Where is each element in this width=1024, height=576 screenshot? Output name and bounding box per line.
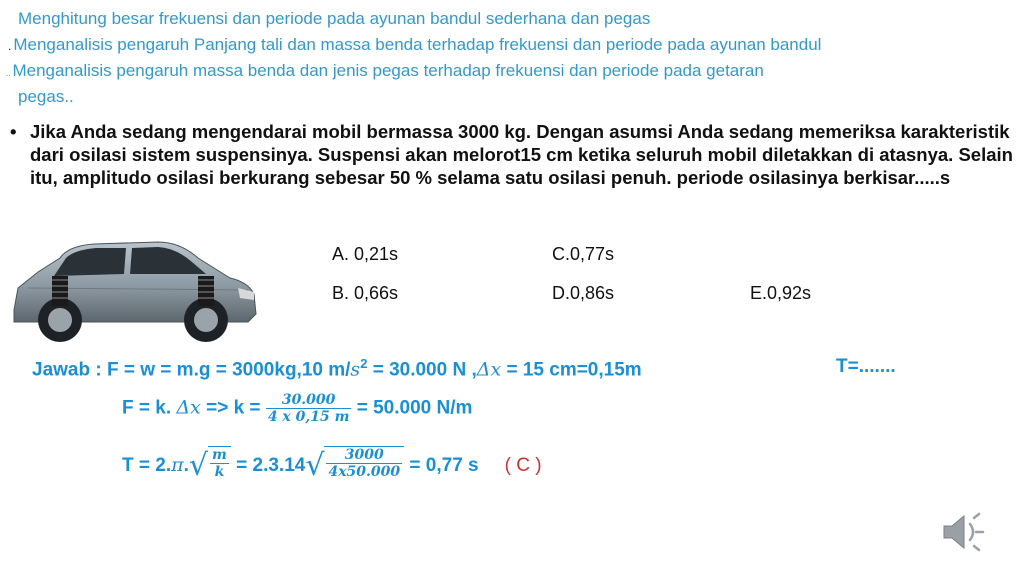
objective-3-lead: ..	[6, 69, 11, 78]
car-image	[8, 228, 260, 346]
question	[10, 120, 1020, 189]
option-d: D.0,86s	[552, 283, 615, 303]
option-b: B. 0,66s	[332, 283, 399, 303]
option-e: E.0,92s	[750, 283, 812, 303]
fraction-k: $\frac{30.000}{4 x 0,15 m}$	[267, 392, 350, 425]
question-text: Jika Anda sedang mengendarai mobil bermassa 3000 kg. Dengan asumsi Anda sedang memeriksa karakteristik dari osilasi sistem suspensinya. Suspensi akan melorot15 cm ketika seluruh mobil diletakkan di atasnya. Selain itu, amplitudo osilasi berkurang sebesar 50 % selama satu osilasi penuh. periode osilasinya berkisar.....s	[30, 121, 1013, 188]
objective-1: Menghitung besar frekuensi dan periode pada ayunan bandul sederhana dan pegas	[18, 9, 651, 28]
answer-choice: ( C )	[504, 455, 542, 477]
answer-line-2: F = k. Δx => k = $\frac{30.000}{4 x 0,15 m}$ = 50.000 N/m	[122, 392, 473, 425]
answer-period-unknown: T=.......	[836, 356, 896, 377]
objective-2: . Menganalisis pengaruh Panjang tali dan massa benda terhadap frekuensi dan periode pada ayunan bandul	[8, 34, 821, 57]
sqrt-numeric: √ $\frac{3000}{4x50.000}$	[305, 446, 404, 486]
objective-3: .. Menganalisis pengaruh massa benda dan jenis pegas terhadap frekuensi dan periode pada getaran	[6, 60, 764, 85]
option-a: A. 0,21s	[332, 244, 399, 264]
speaker-icon[interactable]	[938, 508, 994, 556]
question-bullet: •	[10, 121, 17, 142]
objective-4: pegas..	[18, 87, 74, 106]
sqrt-m-over-k: √ $\frac{m}{k}$	[189, 446, 231, 486]
answer-line-1: Jawab : F = w = m.g = 3000kg,10 $m/s^2 = 30.000$ N ,Δx = 15 cm=0,15m	[32, 356, 642, 381]
objective-2-lead: .	[8, 39, 12, 53]
answer-line-3: T = 2.π. √ $\frac{m}{k}$ = 2.3.14 √ $\frac{3000}{4x50.000}$ = 0,77 s ( C )	[122, 446, 542, 486]
option-c: C.0,77s	[552, 244, 615, 264]
